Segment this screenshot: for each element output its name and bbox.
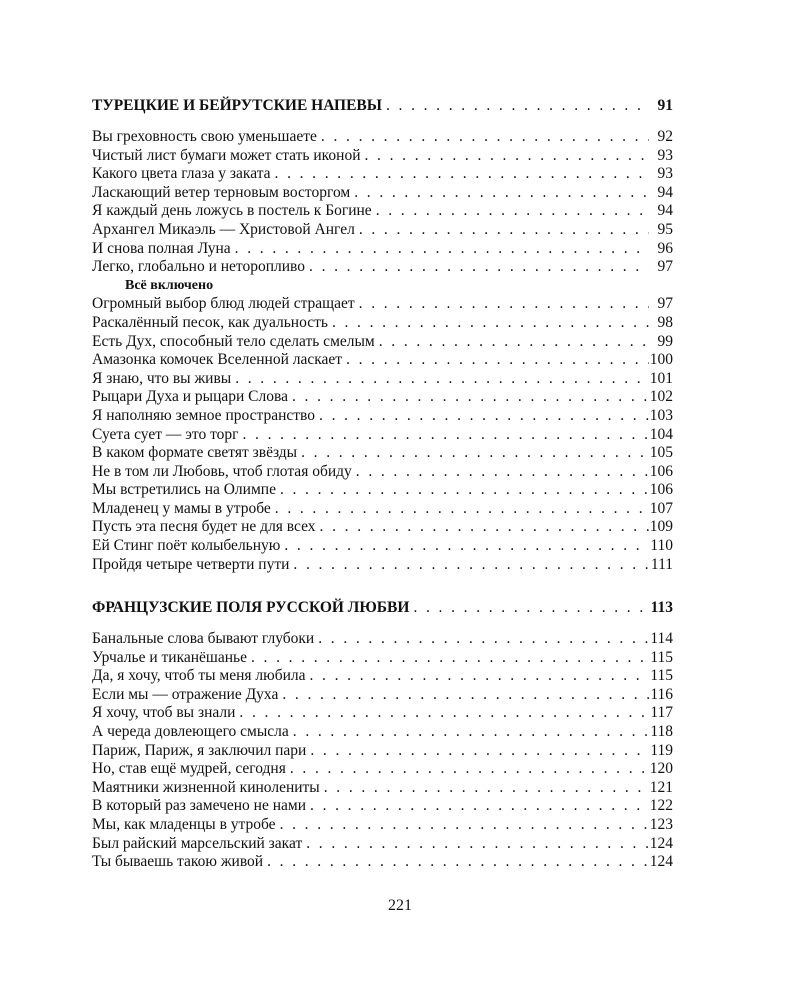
toc-section-turkish-beirut — [92, 94, 673, 574]
dot-leader — [320, 779, 649, 798]
dot-leader — [314, 630, 649, 649]
dot-leader — [352, 463, 649, 482]
toc-entry-title: И снова полная Луна — [92, 239, 231, 257]
toc-entry — [92, 537, 673, 556]
dot-leader — [328, 314, 649, 333]
dot-leader — [302, 835, 649, 854]
toc-entry-page: 99 — [657, 332, 673, 350]
toc-entry-page: 95 — [657, 220, 673, 238]
dot-leader — [263, 853, 649, 872]
toc-entry-page: 115 — [650, 648, 673, 666]
toc-entry-page: 93 — [657, 146, 673, 164]
dot-leader — [306, 667, 650, 686]
toc-entry-page: 93 — [657, 165, 673, 183]
dot-leader — [315, 407, 649, 426]
toc-entry-title: Урчалье и тиканёшанье — [92, 648, 247, 666]
toc-entry — [92, 797, 673, 816]
toc-entry-page: 103 — [649, 406, 673, 424]
toc-entry-title: Пройдя четыре четверти пути — [92, 555, 290, 573]
dot-leader — [382, 94, 649, 118]
toc-entry — [92, 779, 673, 798]
toc-entry — [92, 816, 673, 835]
toc-entry-title: Суета сует — это торг — [92, 425, 239, 443]
dot-leader — [355, 221, 649, 240]
toc-entry-title: Ей Стинг поёт колыбельную — [92, 537, 281, 555]
dot-leader — [288, 388, 649, 407]
toc-entry-title: Архангел Микаэль — Христовой Ангел — [92, 220, 355, 238]
toc-entry — [92, 500, 673, 519]
toc-entry-title: Да, я хочу, чтоб ты меня любила — [92, 667, 306, 685]
toc-entry-page: 122 — [649, 797, 673, 815]
toc-entry-title: Ты бываешь такою живой — [92, 853, 264, 871]
toc-entry-page: 121 — [649, 778, 673, 796]
dot-leader — [235, 704, 649, 723]
dot-leader — [305, 258, 649, 277]
toc-entry-page: 109 — [649, 518, 673, 536]
toc-entry-title: Какого цвета глаза у заката — [92, 165, 271, 183]
toc-entry-title: Рыцари Духа и рыцари Слова — [92, 388, 288, 406]
dot-leader — [317, 128, 649, 147]
toc-entry — [92, 258, 673, 277]
toc-entry-title: Я наполняю земное пространство — [92, 406, 316, 424]
toc-entry-title: Мы, как младенцы в утробе — [92, 815, 276, 833]
dot-leader — [361, 147, 650, 166]
toc-entry-title: А череда довлеющего смысла — [92, 722, 289, 740]
toc-entry-title: Банальные слова бывают глубоки — [92, 630, 315, 647]
toc-entry-title: Маятники жизненной кинолениты — [92, 778, 320, 796]
dot-leader — [278, 686, 649, 705]
toc-entry — [92, 221, 673, 240]
toc-entry — [92, 481, 673, 500]
toc-entry-page: 105 — [649, 444, 673, 462]
toc-entry-page: 98 — [657, 313, 673, 331]
toc-entry-title: Чистый лист бумаги может стать иконой — [92, 146, 361, 164]
dot-leader — [276, 816, 649, 835]
toc-entry-title: Мы встретились на Олимпе — [92, 481, 276, 499]
toc-entry — [92, 742, 673, 761]
toc-entry — [92, 314, 673, 333]
toc-entry-page: 118 — [650, 722, 673, 740]
toc-entry-page: 100 — [649, 351, 673, 369]
section-heading-page: 91 — [657, 97, 673, 114]
dot-leader — [271, 500, 649, 519]
toc-entry-page: 106 — [649, 481, 673, 499]
toc-entry — [92, 202, 673, 221]
toc-entry-page: 124 — [649, 853, 673, 871]
toc-entry — [92, 667, 673, 686]
toc-entry-title: Легко, глобально и неторопливо — [92, 258, 306, 276]
toc-entry-page: 94 — [657, 183, 673, 201]
toc-entry-title: Был райский марсельский закат — [92, 834, 303, 852]
dot-leader — [280, 537, 649, 556]
toc-section-french-fields — [92, 596, 673, 872]
toc-entry — [92, 649, 673, 668]
toc-entry-title: Я знаю, что вы живы — [92, 369, 232, 387]
toc-entry-page: 94 — [657, 202, 673, 220]
toc-entry-title: Младенец у мамы в утробе — [92, 499, 271, 517]
dot-leader — [355, 295, 649, 314]
dot-leader — [372, 202, 649, 221]
toc-entry-title: Огромный выбор блюд людей стращает — [92, 295, 355, 313]
dot-leader — [289, 556, 649, 575]
toc-entry — [92, 295, 673, 314]
section-heading — [92, 596, 673, 620]
toc-entry-title: Амазонка комочек Вселенной ласкает — [92, 351, 343, 369]
toc-entry — [92, 128, 673, 147]
toc-entry — [92, 333, 673, 352]
page-number: 221 — [388, 897, 412, 914]
toc-entry-page: 102 — [649, 388, 673, 406]
dot-leader — [306, 742, 649, 761]
toc-entry-page: 115 — [650, 667, 673, 685]
toc-entry-page: 107 — [649, 499, 673, 517]
toc-entry-page: 124 — [649, 834, 673, 852]
dot-leader — [350, 184, 649, 203]
toc-entry — [92, 444, 673, 463]
toc-entry — [92, 184, 673, 203]
toc-entry-page: 92 — [657, 128, 673, 145]
dot-leader — [375, 333, 649, 352]
toc-entry — [92, 556, 673, 575]
section-heading-page: 113 — [650, 599, 673, 616]
toc-entry — [92, 240, 673, 259]
toc-entry-page: 96 — [657, 239, 673, 257]
toc-entry-page: 120 — [649, 760, 673, 778]
dot-leader — [289, 723, 649, 742]
toc-entry — [92, 518, 673, 537]
toc-entry-page: 111 — [650, 555, 673, 573]
toc-entry-page: 106 — [649, 462, 673, 480]
toc-entry-page: 104 — [649, 425, 673, 443]
toc-entry — [92, 426, 673, 445]
toc-entry — [92, 835, 673, 854]
toc-entry-page: 116 — [650, 685, 673, 703]
dot-leader — [276, 481, 649, 500]
toc-entry-page: 114 — [650, 630, 673, 647]
toc-entry-title: В который раз замечено не нами — [92, 797, 307, 815]
dot-leader — [297, 444, 649, 463]
toc-entry — [92, 388, 673, 407]
toc-entry — [92, 370, 673, 389]
toc-entry-page: 123 — [649, 815, 673, 833]
toc-entry — [92, 147, 673, 166]
section-heading-title: ФРАНЦУЗСКИЕ ПОЛЯ РУССКОЙ ЛЮБВИ — [92, 599, 410, 616]
toc-entry-page: 101 — [649, 369, 673, 387]
toc-entry — [92, 463, 673, 482]
dot-leader — [316, 518, 649, 537]
toc-entry — [92, 351, 673, 370]
toc-entry — [92, 630, 673, 649]
dot-leader — [231, 370, 649, 389]
dot-leader — [231, 240, 649, 259]
toc-entry — [92, 407, 673, 426]
toc-entry-title: Есть Дух, способный тело сделать смелым — [92, 332, 375, 350]
dot-leader — [239, 426, 650, 445]
dot-leader — [342, 351, 649, 370]
toc-entry — [92, 723, 673, 742]
toc-entry-list — [92, 128, 673, 277]
toc-entry-title: В каком формате светят звёзды — [92, 444, 298, 462]
toc-entry-title: Я хочу, чтоб вы знали — [92, 704, 236, 722]
dot-leader — [286, 760, 649, 779]
toc-entry — [92, 704, 673, 723]
section-heading — [92, 94, 673, 118]
dot-leader — [247, 649, 649, 668]
toc-entry-page: 119 — [650, 741, 673, 759]
toc-entry-title: Я каждый день ложусь в постель к Богине — [92, 202, 372, 220]
toc-entry-title: Ласкающий ветер терновым восторгом — [92, 183, 351, 201]
toc-entry-title: Пусть эта песня будет не для всех — [92, 518, 316, 536]
toc-entry — [92, 165, 673, 184]
toc-entry-title: Но, став ещё мудрей, сегодня — [92, 760, 286, 778]
dot-leader — [271, 165, 649, 184]
toc-entry — [92, 686, 673, 705]
toc-entry-list — [92, 630, 673, 872]
dot-leader — [306, 797, 649, 816]
toc-entry-title: Не в том ли Любовь, чтоб глотая обиду — [92, 462, 352, 480]
toc-entry-title: Если мы — отражение Духа — [92, 685, 279, 703]
toc-entry-page: 97 — [657, 258, 673, 276]
toc-entry-page: 97 — [657, 295, 673, 313]
toc-entry — [92, 760, 673, 779]
toc-entry-page: 117 — [650, 704, 673, 722]
toc-entry — [92, 853, 673, 872]
section-heading-title: ТУРЕЦКИЕ И БЕЙРУТСКИЕ НАПЕВЫ — [92, 97, 382, 114]
toc-entry-title: Париж, Париж, я заключил пари — [92, 741, 307, 759]
toc-entry-title: Раскалённый песок, как дуальность — [92, 313, 328, 331]
toc-entry-page: 110 — [650, 537, 673, 555]
toc-entry-title: Вы греховность свою уменьшаете — [92, 128, 317, 145]
dot-leader — [409, 596, 649, 620]
toc-subentry-list — [92, 295, 673, 574]
subsection-heading: Всё включено — [125, 277, 214, 293]
